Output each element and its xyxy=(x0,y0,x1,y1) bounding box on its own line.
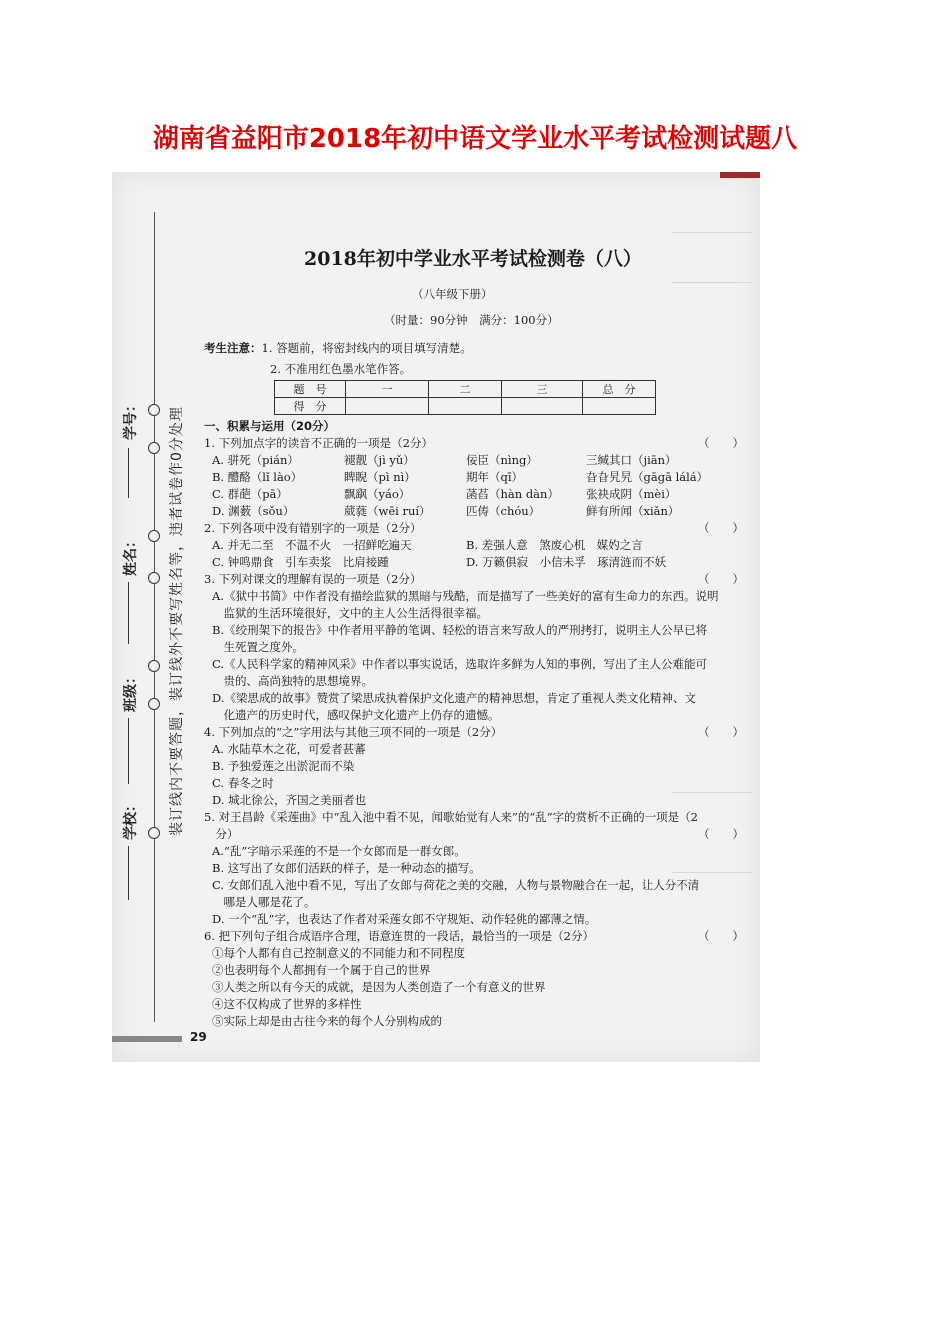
binding-hole xyxy=(148,660,160,672)
answer-paren[interactable]: （ ） xyxy=(698,521,744,535)
binding-hole xyxy=(148,530,160,542)
sentence-line: ③人类之所以有今天的成就，是因为人类创造了一个有意义的世界 xyxy=(212,980,546,994)
option-line: A.《狱中书简》中作者没有描绘监狱的黑暗与残酷，而是描写了一些美好的富有生命力的东西。说明 xyxy=(212,589,719,603)
score-header-cell: 题 号 xyxy=(275,381,346,398)
option-line: B.《绞刑架下的报告》中作者用平静的笔调、轻松的语言来写敌人的严刑拷打，说明主人公早已将 xyxy=(212,623,708,637)
class-blank[interactable] xyxy=(128,718,129,784)
student-id-label: 学号： xyxy=(123,398,139,440)
option-line: 监狱的生活环境很好，文中的主人公生活得很幸福。 xyxy=(212,606,488,620)
option-row: C. 群葩（pā） 飘飖（yáo） 菡萏（hàn dàn） 张袂成阴（mèi） xyxy=(212,487,677,501)
sentence-line: ①每个人都有自己控制意义的不同能力和不同程度 xyxy=(212,946,465,960)
notice-1: 1. 答题前，将密封线内的项目填写清楚。 xyxy=(261,341,472,355)
exam-subtitle: （八年级下册） xyxy=(412,287,493,301)
document-title: 湖南省益阳市2018年初中语文学业水平考试检测试题八 xyxy=(152,124,798,154)
answer-paren[interactable]: （ ） xyxy=(698,725,744,739)
bleed-through-line xyxy=(672,232,752,233)
binding-hole xyxy=(148,404,160,416)
sentence-line: ④这不仅构成了世界的多样性 xyxy=(212,997,362,1011)
option-line: A.“乱”字暗示采莲的不是一个女郎而是一群女郎。 xyxy=(212,844,466,858)
score-cell[interactable] xyxy=(429,398,502,415)
school-blank[interactable] xyxy=(128,846,129,900)
question-stem-cont: 分） （ ） xyxy=(204,827,744,841)
page-number: 29 xyxy=(190,1030,207,1044)
scan-edge-mark xyxy=(720,172,760,178)
class-label: 班级： xyxy=(123,670,139,712)
question-stem: 4. 下列加点的“之”字用法与其他三项不同的一项是（2分） （ ） xyxy=(204,725,744,739)
question-stem: 3. 下列对课文的理解有误的一项是（2分） （ ） xyxy=(204,572,744,586)
notice-2: 2. 不准用红色墨水笔作答。 xyxy=(270,362,412,376)
binding-hole xyxy=(148,572,160,584)
option-line: D. 一个“乱”字，也表达了作者对采莲女郎不守规矩、动作轻佻的鄙薄之情。 xyxy=(212,912,597,926)
exam-title: 2018年初中学业水平考试检测卷（八） xyxy=(304,248,642,270)
exam-info: （时量：90分钟 满分：100分） xyxy=(384,313,559,327)
score-header-cell: 总 分 xyxy=(583,381,656,398)
sentence-line: ②也表明每个人都拥有一个属于自己的世界 xyxy=(212,963,431,977)
question-stem: 2. 下列各项中没有错别字的一项是（2分） （ ） xyxy=(204,521,744,535)
answer-paren[interactable]: （ ） xyxy=(698,827,744,841)
option-line: C. 女郎们乱入池中看不见，写出了女郎与荷花之美的交融，人物与景物融合在一起，让人分不清 xyxy=(212,878,700,892)
option-line: 化遗产的历史时代，感叹保护文化遗产上仍存的遗憾。 xyxy=(212,708,500,722)
option-line: D.《梁思成的故事》赞赏了梁思成执着保护文化遗产的精神思想，肯定了重视人类文化精神、文 xyxy=(212,691,696,705)
score-cell[interactable] xyxy=(583,398,656,415)
answer-paren[interactable]: （ ） xyxy=(698,436,744,450)
name-label: 姓名： xyxy=(123,534,139,576)
option-line: C.《人民科学家的精神风采》中作者以事实说话，选取许多鲜为人知的事例，写出了主人公难能可 xyxy=(212,657,708,671)
score-header-cell: 一 xyxy=(346,381,429,398)
exam-notice xyxy=(204,338,472,380)
footer-bar xyxy=(112,1036,182,1042)
option-line: 贵的、高尚独特的思想境界。 xyxy=(212,674,373,688)
option-line: B. 予独爱莲之出淤泥而不染 xyxy=(212,759,355,773)
answer-paren[interactable]: （ ） xyxy=(698,929,744,943)
bleed-through-line xyxy=(672,792,752,793)
binding-warning: 装订线内不要答题，装订线外不要写姓名等，违者试卷作0分处理 xyxy=(169,406,185,836)
binding-hole xyxy=(148,442,160,454)
option-line: 生死置之度外。 xyxy=(212,640,304,654)
bleed-through-line xyxy=(672,872,752,873)
option-line: A. 水陆草木之花，可爱者甚蕃 xyxy=(212,742,366,756)
option-line: C. 春冬之时 xyxy=(212,776,274,790)
bleed-through-line xyxy=(672,282,752,283)
question-stem: 1. 下列加点字的读音不正确的一项是（2分） （ ） xyxy=(204,436,744,450)
option-row: A. 骈死（pián） 褪靓（jì yǔ） 佞臣（nìng） 三缄其口（jiān） xyxy=(212,453,677,467)
question-stem: 6. 把下列句子组合成语序合理，语意连贯的一段话，最恰当的一项是（2分） （ ） xyxy=(204,929,744,943)
option-row: B. 醴酪（lǐ lào） 睥睨（pì nì） 期年（qī） 旮旮旯旯（gāgā lálá） xyxy=(212,470,709,484)
exam-content xyxy=(204,418,744,1030)
notice-label: 考生注意： xyxy=(204,341,262,355)
sentence-line: ⑤实际上却是由古往今来的每个人分别构成的 xyxy=(212,1014,442,1028)
question-stem: 5. 对王昌龄《采莲曲》中“乱入池中看不见，闻歌始觉有人来”的“乱”字的赏析不正确的一项是（2 xyxy=(204,810,698,824)
student-id-blank[interactable] xyxy=(128,448,129,498)
score-header-cell: 二 xyxy=(429,381,502,398)
binding-hole xyxy=(148,698,160,710)
option-row: D. 渊薮（sǒu） 葳蕤（wēi ruí） 匹俦（chóu） 鲜有所闻（xiǎn） xyxy=(212,504,680,518)
option-line: B. 这写出了女郎们活跃的样子，是一种动态的描写。 xyxy=(212,861,481,875)
name-blank[interactable] xyxy=(128,582,129,644)
school-label: 学校： xyxy=(123,798,139,840)
score-table xyxy=(274,380,656,415)
answer-paren[interactable]: （ ） xyxy=(698,572,744,586)
score-row-label: 得 分 xyxy=(275,398,346,415)
score-header-cell: 三 xyxy=(502,381,583,398)
option-row: A. 并无二至 不温不火 一招鲜吃遍天 B. 差强人意 煞废心机 媒妁之言 xyxy=(212,538,643,552)
binding-hole xyxy=(148,827,160,839)
binding-line xyxy=(154,212,155,1022)
score-cell[interactable] xyxy=(346,398,429,415)
section-heading: 一、积累与运用（20分） xyxy=(204,419,336,433)
option-line: 哪是人哪是花了。 xyxy=(212,895,316,909)
scanned-exam-page xyxy=(112,172,760,1062)
score-cell[interactable] xyxy=(502,398,583,415)
option-row: C. 钟鸣鼎食 引车卖浆 比肩接踵 D. 万籁俱寂 小信未孚 琢清涟而不妖 xyxy=(212,555,667,569)
option-line: D. 城北徐公，齐国之美丽者也 xyxy=(212,793,367,807)
